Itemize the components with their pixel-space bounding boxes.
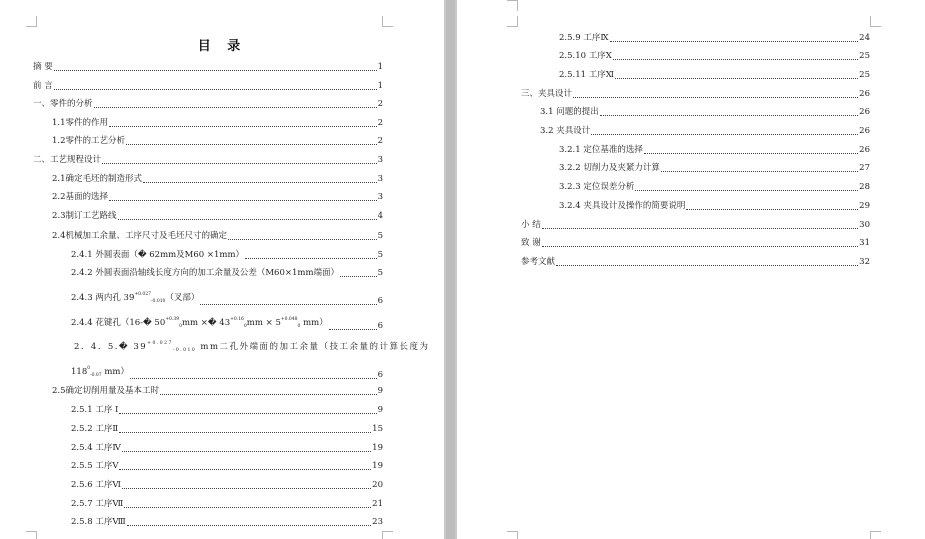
- toc-entry-text: 参考文献: [521, 257, 556, 267]
- toc-entry[interactable]: [71, 250, 383, 261]
- toc-leader: [573, 97, 858, 98]
- toc-leader: [118, 219, 377, 220]
- toc-entry[interactable]: [559, 182, 870, 193]
- toc-page-number: 2: [377, 136, 383, 146]
- toc-entry[interactable]: [33, 99, 383, 110]
- toc-leader: [124, 507, 371, 508]
- toc-leader: [329, 329, 377, 330]
- toc-entry-text: 二、工艺规程设计: [33, 155, 102, 165]
- toc-entry-text: 2.2基面的选择: [52, 192, 109, 202]
- toc-leader: [686, 209, 858, 210]
- toc-leader: [122, 488, 371, 489]
- toc-page-number: 6: [377, 370, 383, 380]
- tolerance-upper: 0: [87, 366, 91, 371]
- toc-entry[interactable]: [71, 480, 383, 491]
- margin-corner-mark: [870, 531, 881, 539]
- toc-entry[interactable]: [71, 443, 383, 454]
- toc-leader: [130, 378, 377, 379]
- toc-entry-text: [71, 289, 199, 307]
- tolerance-lower: 0: [297, 324, 301, 329]
- tolerance-lower: 0: [179, 324, 182, 329]
- toc-page-number: 9: [377, 405, 383, 415]
- toc-entry-text: 2.1确定毛坯的制造形式: [52, 174, 143, 184]
- toc-entry-text: 3.2 夹具设计: [540, 126, 591, 136]
- toc-page-number: 3: [377, 155, 383, 165]
- toc-entry[interactable]: [33, 155, 383, 166]
- toc-page-number: 5: [377, 268, 383, 278]
- toc-entry[interactable]: [521, 89, 870, 100]
- toc-leader: [119, 469, 371, 470]
- toc-page-number: 6: [377, 296, 383, 306]
- toc-entry[interactable]: [52, 136, 383, 147]
- toc-entry[interactable]: [521, 220, 870, 231]
- toc-leader: [200, 304, 376, 305]
- toc-entry[interactable]: [71, 314, 383, 332]
- toc-entry[interactable]: [540, 107, 870, 118]
- toc-page-number: 1: [377, 81, 383, 91]
- toc-page-number: 26: [859, 145, 870, 155]
- toc-entry-text: 2.5.11 工序Ⅺ: [559, 70, 614, 80]
- tolerance-lower: -0.010: [151, 299, 166, 304]
- toc-leader: [127, 525, 371, 526]
- toc-page-number: 9: [377, 386, 383, 396]
- toc-entry-text: 2.5.9 工序Ⅸ: [559, 33, 609, 43]
- toc-leader: [119, 432, 371, 433]
- toc-entry-text: 2.4机械加工余量、工序尺寸及毛坯尺寸的确定: [52, 231, 228, 241]
- toc-entry[interactable]: [52, 118, 383, 129]
- toc-entry-text-part: （叉部）: [165, 293, 200, 303]
- toc-entry-text-part: 2.4.4 花键孔（16-� 50: [71, 318, 166, 328]
- toc-entry[interactable]: [74, 338, 430, 356]
- toc-entry-text: 1.1零件的作用: [52, 118, 109, 128]
- margin-corner-mark: [507, 531, 518, 539]
- toc-page-number: 26: [859, 126, 870, 136]
- toc-entry-text-part: 118: [71, 367, 88, 377]
- toc-entry[interactable]: [71, 424, 383, 435]
- toc-entry-text: 三、夹具设计: [521, 89, 573, 99]
- toc-page-number: 15: [372, 424, 383, 434]
- toc-entry-text: 1.2零件的工艺分析: [52, 136, 126, 146]
- toc-leader: [610, 41, 859, 42]
- toc-entry-text: [74, 338, 430, 356]
- toc-entry-text: 小 结: [521, 220, 541, 230]
- toc-entry-text-part: mm × 5: [246, 318, 281, 328]
- toc-page-number: 19: [372, 443, 383, 453]
- toc-entry[interactable]: [52, 211, 383, 222]
- document-page-left: [0, 0, 444, 539]
- toc-entry-text: 2.5.7 工序Ⅶ: [71, 499, 124, 509]
- toc-entry[interactable]: [33, 81, 383, 92]
- toc-entry-text: 2.5确定切削用量及基本工时: [52, 386, 160, 396]
- toc-entry[interactable]: [52, 192, 383, 203]
- toc-leader: [228, 239, 377, 240]
- toc-entry-text: 2.5.8 工序Ⅷ: [71, 517, 126, 527]
- toc-page-number: 23: [372, 517, 383, 527]
- toc-entry-text-part: 2.4.3 两内孔 39: [71, 293, 135, 303]
- toc-entry-text: 2.3制订工艺路线: [52, 211, 117, 221]
- toc-entry-text-part: mm二孔外端面的加工余量（技工余量的计算长度为: [196, 342, 430, 352]
- toc-page-number: 24: [859, 33, 870, 43]
- toc-entry-text: 3.2.3 定位误差分析: [559, 182, 635, 192]
- margin-corner-mark: [26, 531, 37, 539]
- toc-entry-text: 2.5.4 工序Ⅳ: [71, 443, 121, 453]
- margin-corner-mark: [382, 531, 393, 539]
- toc-entry[interactable]: [559, 33, 870, 44]
- toc-page-number: 5: [377, 250, 383, 260]
- toc-leader: [556, 265, 858, 266]
- toc-entry-text: 2.4.1 外圆表面（� 62mm及M60 ×1mm）: [71, 250, 245, 260]
- toc-leader: [644, 153, 858, 154]
- toc-entry-text: 3.1 问题的提出: [540, 107, 599, 117]
- toc-page-number: 27: [859, 163, 870, 173]
- toc-entry-text: 3.2.1 定位基准的选择: [559, 145, 643, 155]
- toc-page-number: 25: [859, 51, 870, 61]
- tolerance-upper: +0.39: [165, 317, 180, 322]
- toc-entry-text: 2.5.10 工序Ⅹ: [559, 51, 612, 61]
- toc-entry-text: [71, 314, 328, 332]
- toc-page-number: 28: [859, 182, 870, 192]
- toc-page-number: 2: [377, 99, 383, 109]
- toc-leader: [126, 144, 377, 145]
- toc-page-number: 6: [377, 321, 383, 331]
- toc-entry[interactable]: [559, 201, 870, 212]
- toc-leader: [143, 182, 377, 183]
- toc-entry-text-part: mm ×� 43: [181, 318, 231, 328]
- toc-leader: [122, 451, 371, 452]
- toc-page-number: 32: [859, 257, 870, 267]
- toc-leader: [613, 59, 858, 60]
- document-page-right: [457, 0, 925, 539]
- margin-corner-mark: [870, 16, 881, 27]
- toc-leader: [94, 107, 377, 108]
- toc-entry[interactable]: [540, 126, 870, 137]
- toc-entry-text-part: mm）: [300, 318, 328, 328]
- toc-leader: [591, 134, 858, 135]
- toc-leader: [635, 190, 858, 191]
- toc-entry[interactable]: [559, 163, 870, 174]
- tolerance-upper: +0.16: [230, 317, 244, 322]
- toc-entry[interactable]: [559, 51, 870, 62]
- toc-page-number: 1: [377, 62, 383, 72]
- toc-page-number: 21: [372, 499, 383, 509]
- tolerance-lower: -0.010: [172, 348, 197, 353]
- toc-leader: [615, 78, 858, 79]
- toc-leader: [661, 171, 858, 172]
- toc-page-number: 26: [859, 107, 870, 117]
- toc-page-number: 4: [377, 211, 383, 221]
- toc-entry[interactable]: [559, 70, 870, 81]
- toc-entry[interactable]: [71, 405, 383, 416]
- toc-leader: [542, 228, 858, 229]
- toc-leader: [109, 126, 377, 127]
- tolerance-upper: +0.027: [147, 341, 173, 346]
- toc-leader: [245, 258, 377, 259]
- toc-leader: [119, 413, 376, 414]
- toc-entry[interactable]: [521, 238, 870, 249]
- toc-entry-text-part: mm）: [101, 367, 129, 377]
- toc-entry[interactable]: [71, 289, 383, 307]
- toc-entry[interactable]: [52, 174, 383, 185]
- margin-corner-mark: [507, 0, 518, 11]
- toc-page-number: 31: [859, 238, 870, 248]
- toc-leader: [109, 200, 377, 201]
- toc-entry-text: 2.5.5 工序Ⅴ: [71, 461, 119, 471]
- margin-corner-mark: [507, 16, 518, 27]
- toc-page-number: 19: [372, 461, 383, 471]
- toc-page-number: 26: [859, 89, 870, 99]
- toc-page-number: 2: [377, 118, 383, 128]
- toc-entry-text: 2.5.6 工序Ⅵ: [71, 480, 121, 490]
- toc-page-number: 30: [859, 220, 870, 230]
- toc-entry-text: 3.2.4 夹具设计及操作的简要说明: [559, 201, 686, 211]
- toc-leader: [160, 394, 377, 395]
- toc-entry-text: 3.2.2 切削力及夹紧力计算: [559, 163, 660, 173]
- margin-corner-mark: [382, 16, 393, 27]
- toc-entry[interactable]: [71, 461, 383, 472]
- toc-entry-text: 前 言: [33, 81, 53, 91]
- margin-corner-mark: [26, 16, 37, 27]
- toc-entry-text: 致 谢: [521, 238, 541, 248]
- tolerance-lower: 0: [243, 324, 247, 329]
- toc-entry-text: [71, 363, 129, 381]
- tolerance-upper: +0.027: [134, 292, 152, 297]
- page-gutter-shadow: [446, 0, 455, 539]
- toc-entry[interactable]: [559, 145, 870, 156]
- toc-entry-text: 一、零件的分析: [33, 99, 93, 109]
- toc-entry-text: 2.5.2 工序Ⅱ: [71, 424, 119, 434]
- toc-page-number: 29: [859, 201, 870, 211]
- toc-entry-text: 2.4.2 外圆表面沿轴线长度方向的加工余量及公差（M60×1mm端面）: [71, 268, 340, 278]
- toc-entry[interactable]: [521, 257, 870, 268]
- toc-leader: [102, 163, 377, 164]
- toc-entry-text: 摘 要: [33, 62, 53, 72]
- toc-entry-text: 2.5.1 工序 Ⅰ: [71, 405, 119, 415]
- toc-leader: [54, 70, 377, 71]
- toc-entry[interactable]: [71, 363, 383, 381]
- toc-entry[interactable]: [33, 62, 383, 73]
- toc-page-number: 3: [377, 192, 383, 202]
- toc-entry-text-part: 2．4．5.� 39: [74, 342, 148, 352]
- toc-entry[interactable]: [52, 231, 383, 242]
- tolerance-upper: +0.048: [280, 317, 298, 322]
- toc-page-number: 5: [377, 231, 383, 241]
- toc-entry[interactable]: [71, 517, 383, 528]
- toc-leader: [542, 246, 858, 247]
- toc-leader: [54, 89, 377, 90]
- toc-entry[interactable]: [71, 499, 383, 510]
- toc-page-number: 3: [377, 174, 383, 184]
- toc-leader: [600, 115, 858, 116]
- toc-entry[interactable]: [71, 268, 383, 279]
- toc-leader: [340, 276, 377, 277]
- toc-page-number: 20: [372, 480, 383, 490]
- toc-title: 目 录: [197, 39, 247, 54]
- tolerance-lower: -0.07: [90, 373, 102, 378]
- toc-entry[interactable]: [52, 386, 383, 397]
- toc-page-number: 25: [859, 70, 870, 80]
